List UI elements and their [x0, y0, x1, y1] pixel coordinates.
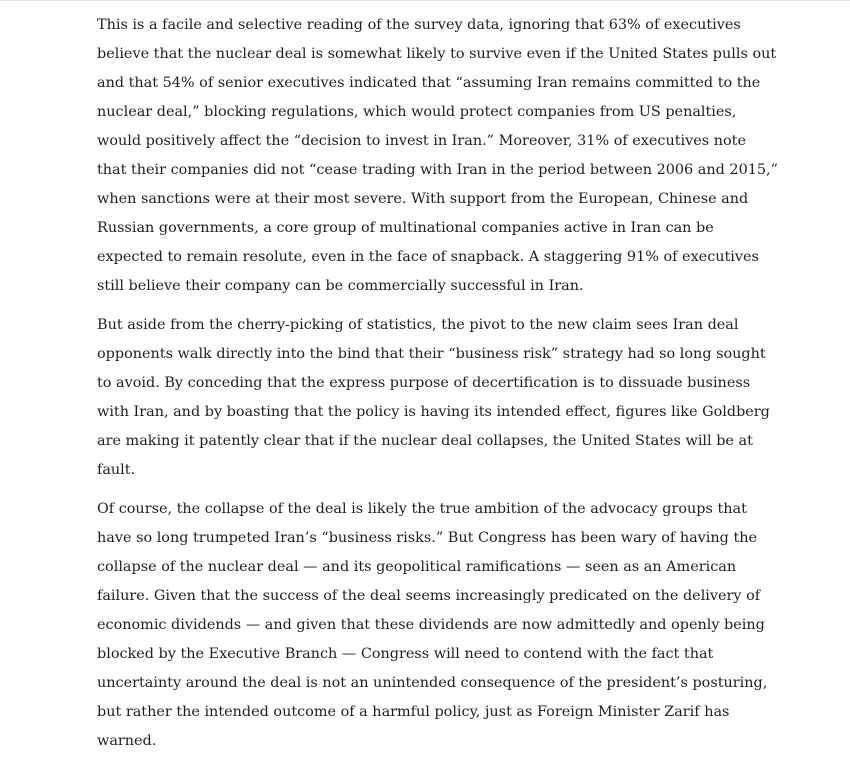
text-line: nuclear deal,” blocking regulations, which would protect companies from US penalties, — [97, 104, 737, 120]
text-line: believe that the nuclear deal is somewhat likely to survive even if the United States pulls out — [97, 46, 777, 62]
text-line: to avoid. By conceding that the express purpose of decertification is to dissuade business — [97, 375, 751, 391]
text-line: Russian governments, a core group of multinational companies active in Iran can be — [97, 220, 714, 236]
text-line: that their companies did not “cease trading with Iran in the period between 2006 and 2015,” — [97, 162, 778, 178]
text-line: but rather the intended outcome of a harmful policy, just as Foreign Minister Zarif has — [97, 704, 730, 720]
text-line: have so long trumpeted Iran’s “business risks.” But Congress has been wary of having the — [97, 530, 758, 546]
text-line: Of course, the collapse of the deal is likely the true ambition of the advocacy groups that — [97, 501, 747, 517]
article-body — [97, 11, 778, 766]
text-line: still believe their company can be commercially successful in Iran. — [97, 278, 584, 294]
text-line: collapse of the nuclear deal — and its geopolitical ramifications — seen as an American — [97, 559, 737, 575]
paragraph-business-risk — [97, 311, 770, 485]
text-line: expected to remain resolute, even in the face of snapback. A staggering 91% of executives — [97, 249, 759, 265]
text-line: opponents walk directly into the bind that their “business risk” strategy had so long sought — [97, 346, 766, 362]
text-line: would positively affect the “decision to invest in Iran.” Moreover, 31% of executives note — [97, 133, 746, 149]
text-line: warned. — [97, 733, 157, 749]
text-line: failure. Given that the success of the deal seems increasingly predicated on the delivery of — [97, 588, 761, 604]
text-line: with Iran, and by boasting that the policy is having its intended effect, figures like Goldberg — [97, 404, 770, 420]
text-line: blocked by the Executive Branch — Congress will need to contend with the fact that — [97, 646, 714, 662]
text-line: when sanctions were at their most severe. With support from the European, Chinese and — [97, 191, 749, 207]
text-line: are making it patently clear that if the nuclear deal collapses, the United States will be at — [97, 433, 753, 449]
text-line: and that 54% of senior executives indicated that “assuming Iran remains committed to the — [97, 75, 761, 91]
text-line: economic dividends — and given that these dividends are now admittedly and openly being — [97, 617, 765, 633]
text-line: This is a facile and selective reading of the survey data, ignoring that 63% of executives — [97, 17, 741, 33]
text-line: But aside from the cherry-picking of statistics, the pivot to the new claim sees Iran deal — [97, 317, 739, 333]
paragraph-collapse-of-deal — [97, 495, 768, 756]
paragraph-survey-data — [97, 11, 778, 301]
text-line: fault. — [97, 462, 136, 478]
text-line: uncertainty around the deal is not an unintended consequence of the president’s posturing, — [97, 675, 768, 691]
